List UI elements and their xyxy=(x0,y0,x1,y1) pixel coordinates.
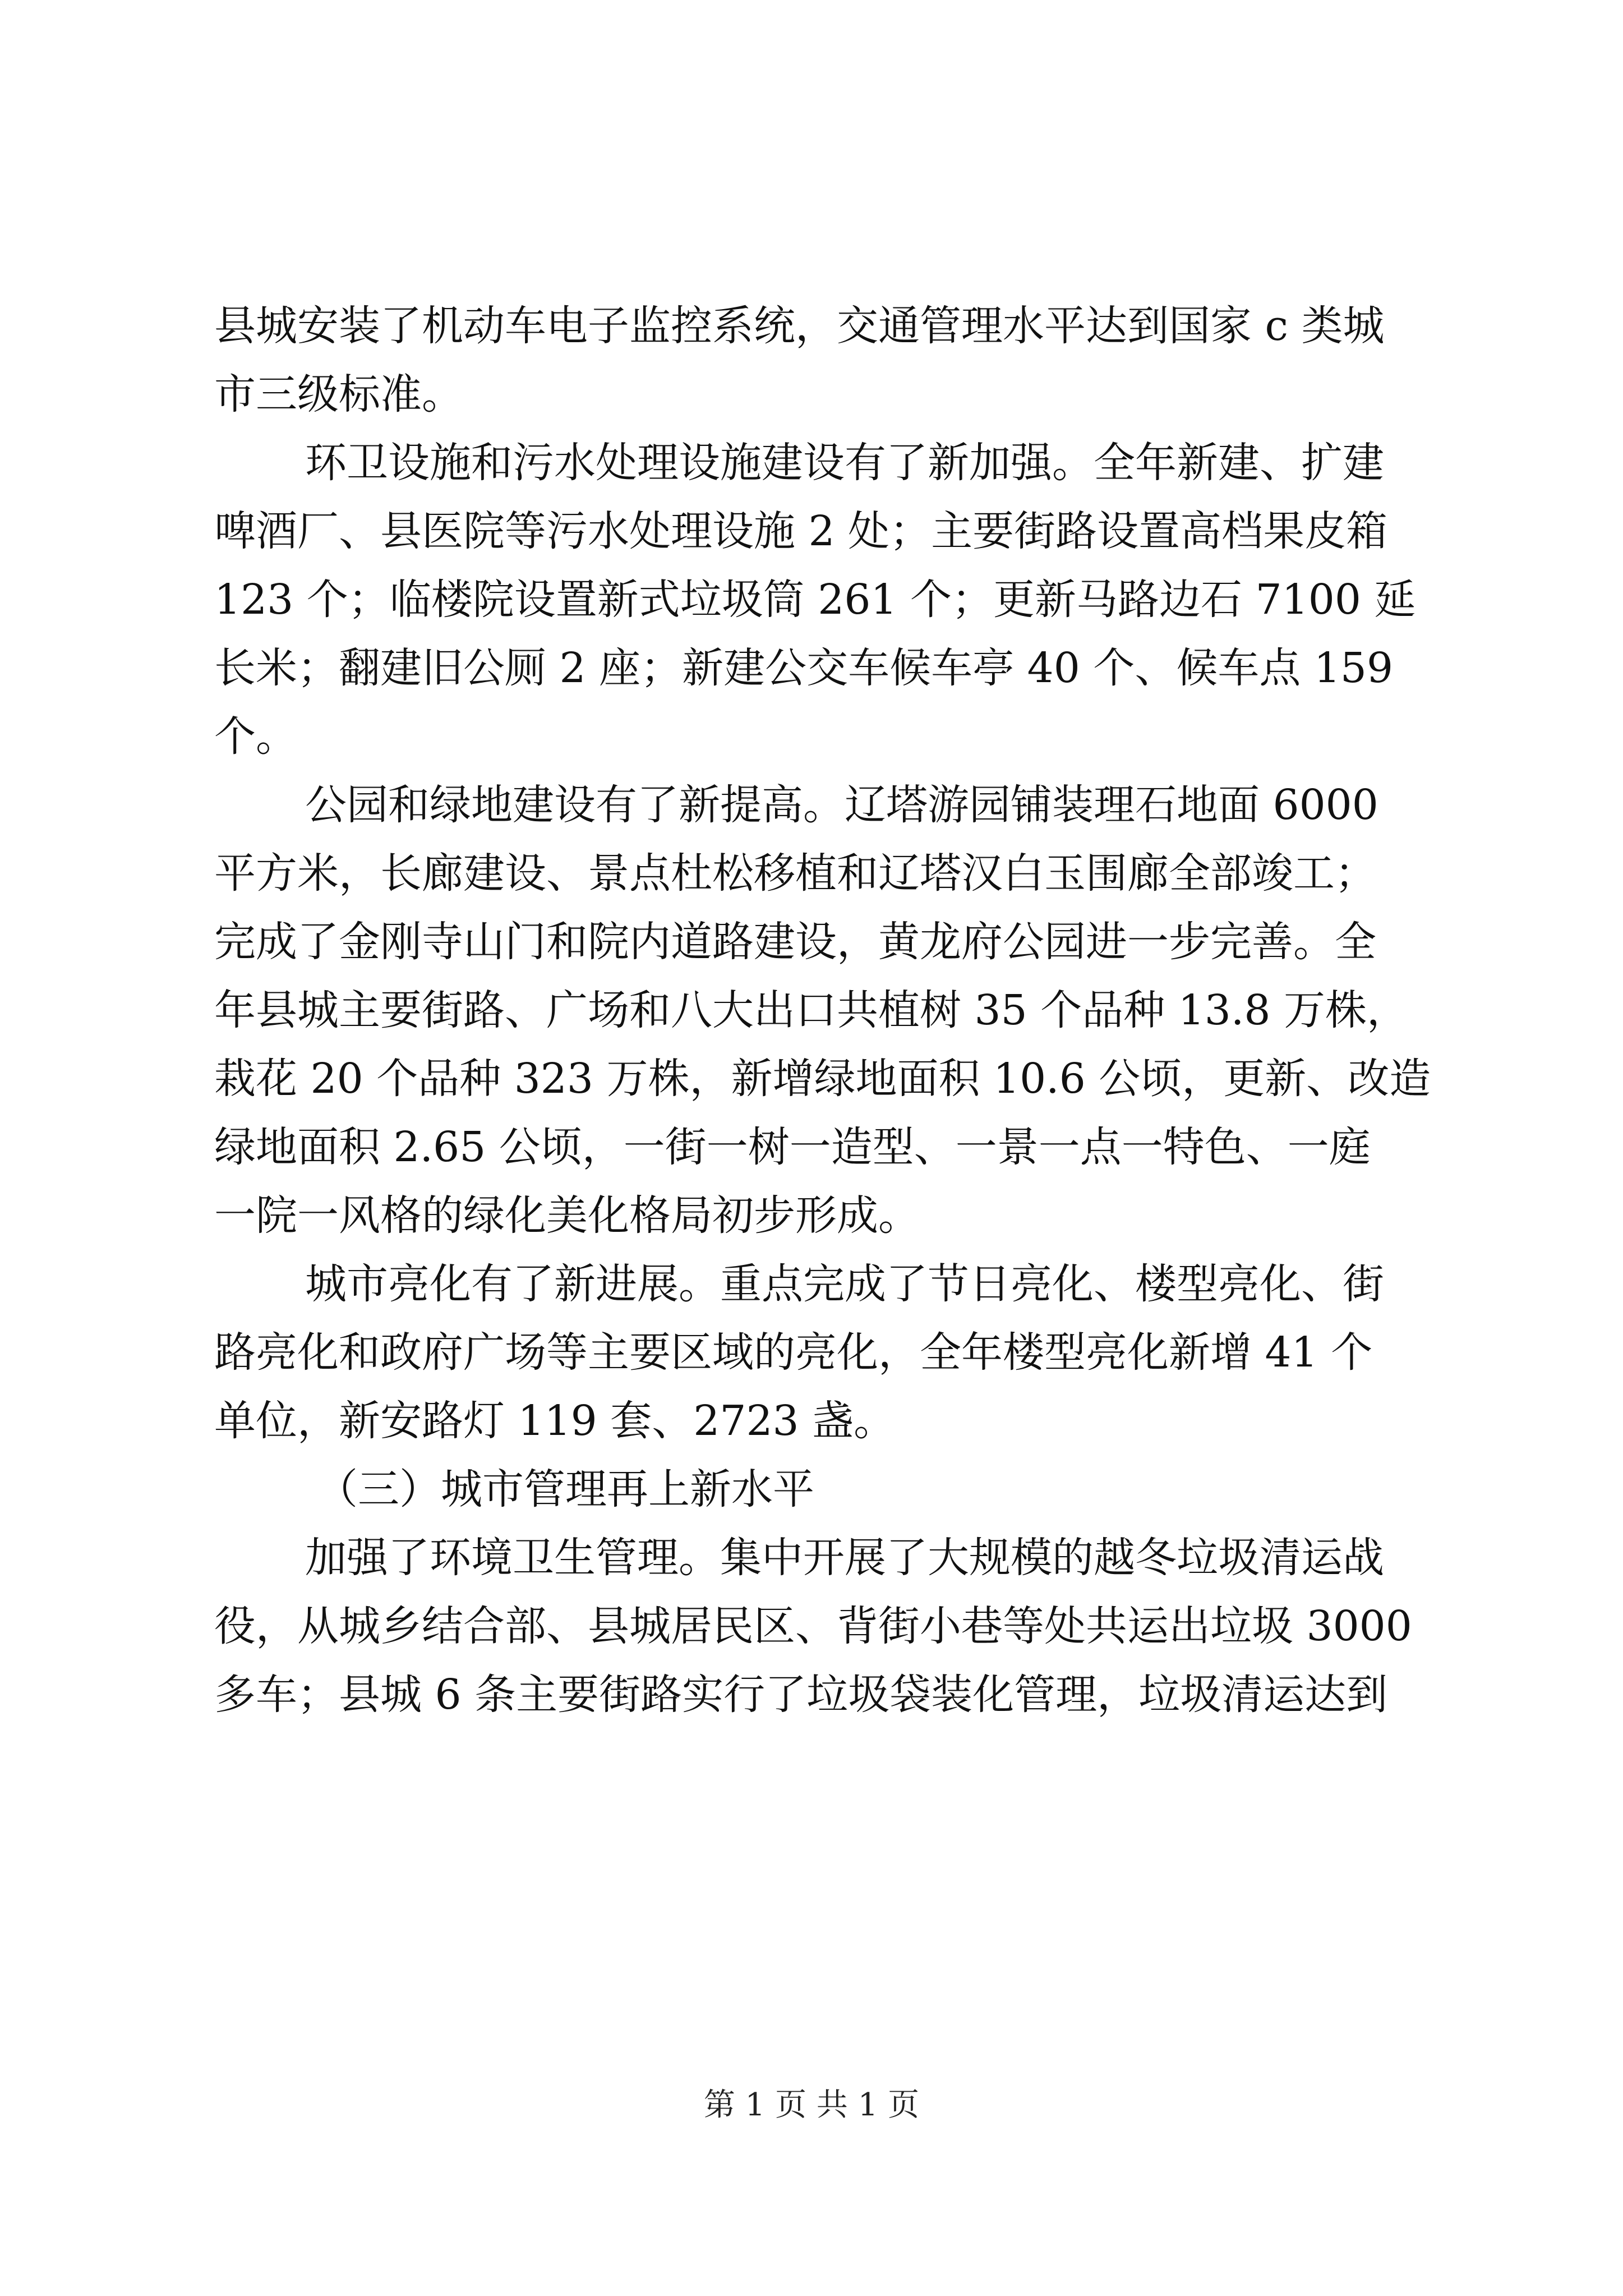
text-line: 栽花 20 个品种 323 万株，新增绿地面积 10.6 公顷，更新、改造 xyxy=(214,1055,1431,1103)
text-line: 多车；县城 6 条主要街路实行了垃圾袋装化管理，垃圾清运达到 xyxy=(214,1671,1388,1719)
text-line: 年县城主要街路、广场和八大出口共植树 35 个品种 13.8 万株， xyxy=(214,986,1409,1034)
document-body xyxy=(214,292,1431,1729)
paragraph-start-line: 城市亮化有了新进展。重点完成了节日亮化、楼型亮化、街 xyxy=(305,1260,1384,1308)
text-line: 完成了金刚寺山门和院内道路建设，黄龙府公园进一步完善。全 xyxy=(214,918,1376,966)
text-line: 县城安装了机动车电子监控系统，交通管理水平达到国家 c 类城 xyxy=(214,302,1385,350)
text-line: 个。 xyxy=(214,712,297,761)
text-line: 啤酒厂、县医院等污水处理设施 2 处；主要街路设置高档果皮箱 xyxy=(214,507,1388,555)
paragraph-start-line: 环卫设施和污水处理设施建设有了新加强。全年新建、扩建 xyxy=(305,439,1384,487)
page-footer: 第 1 页 共 1 页 xyxy=(703,2087,920,2123)
text-line: 路亮化和政府广场等主要区域的亮化，全年楼型亮化新增 41 个 xyxy=(214,1328,1373,1377)
text-line: 一院一风格的绿化美化格局初步形成。 xyxy=(214,1191,920,1240)
text-line: 绿地面积 2.65 公顷，一街一树一造型、一景一点一特色、一庭 xyxy=(214,1123,1371,1171)
text-line: 长米；翻建旧公厕 2 座；新建公交车候车亭 40 个、候车点 159 xyxy=(214,644,1394,692)
text-line: 单位，新安路灯 119 套、2723 盏。 xyxy=(214,1397,896,1445)
text-line: 平方米，长廊建设、景点杜松移植和辽塔汉白玉围廊全部竣工； xyxy=(214,849,1376,898)
text-line: 役，从城乡结合部、县城居民区、背街小巷等处共运出垃圾 3000 xyxy=(214,1602,1412,1650)
paragraph-start-line: 加强了环境卫生管理。集中开展了大规模的越冬垃圾清运战 xyxy=(305,1534,1384,1582)
text-line: 市三级标准。 xyxy=(214,370,463,418)
paragraph-start-line: 公园和绿地建设有了新提高。辽塔游园铺装理石地面 6000 xyxy=(305,781,1378,829)
text-line: 123 个；临楼院设置新式垃圾筒 261 个；更新马路边石 7100 延 xyxy=(214,576,1416,624)
section-heading: （三）城市管理再上新水平 xyxy=(316,1465,814,1513)
